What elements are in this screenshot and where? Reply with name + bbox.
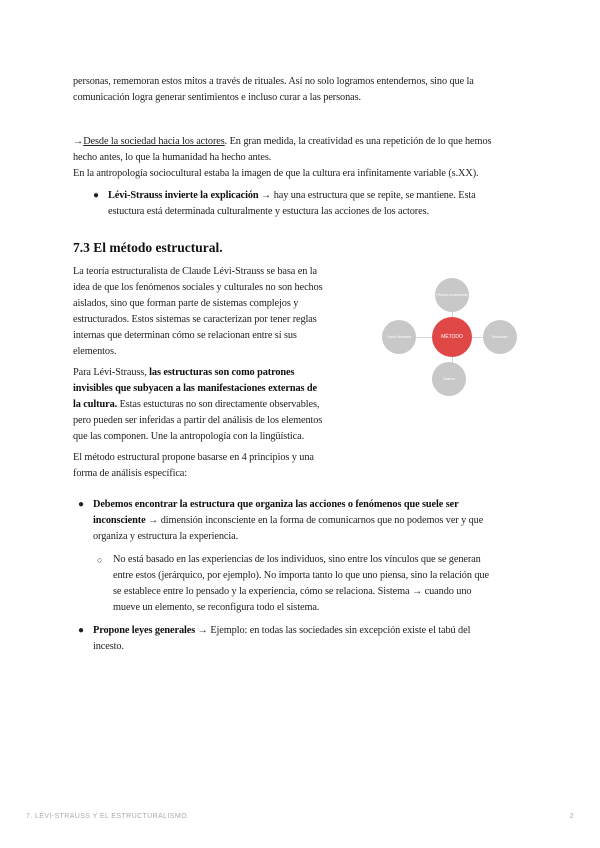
intro-paragraph (73, 74, 533, 106)
sub-item-line: entre estos (jerárquico, por ejemplo). No importa tanto lo que uno piensa, sino la relación que (113, 570, 489, 581)
bullet-icon: ● (78, 499, 84, 510)
paragraph-line: idea de que los fenómenos sociales y culturales no son hechos (73, 282, 323, 293)
footer-title: 7. LÉVI-STRAUSS Y EL ESTRUCTURALISMO. (26, 813, 190, 820)
bullet-text: estuctura está determinada culturalmente y estuctura las acciones de los actores. (108, 206, 429, 217)
principles-list (73, 497, 543, 655)
society-link-text: Desde la sociedad hacia los actores (83, 136, 225, 147)
method-diagram (378, 272, 528, 402)
intro-line: comunicación logra generar sentimientos e incluso curar a las personas. (73, 92, 361, 103)
society-line (73, 134, 533, 150)
diagram-node-top: Principio Inconsciente (435, 278, 469, 312)
bullet-bold: Propone leyes generales (93, 625, 196, 636)
bullet-text: → dimensión inconsciente en la forma de comunicarnos que no podemos ver y que (145, 515, 484, 526)
bullet-text: organiza y estructura la experiencia. (93, 531, 239, 542)
bullet-text: → hay una estructura que se repite, se mantiene. Esta (258, 190, 476, 201)
bullet-text: incesto. (93, 641, 124, 652)
society-text: . En gran medida, la creatividad es una repetición de lo que hemos (224, 136, 492, 147)
bullet-text: → Ejemplo: en todas las sociedades sin excepción existe el tabú del (195, 625, 471, 636)
paragraph-text: Estas estucturas no son directamente observables, (117, 399, 320, 410)
paragraph-line: El método estructural propone basarse en 4 principios y una (73, 452, 314, 463)
diagram-node-bottom: Sistema (432, 362, 466, 396)
list-item (73, 623, 543, 655)
paragraph-line: internas que determinan cómo se relacionan entre sí sus (73, 330, 297, 341)
society-line: hecho antes, lo que la humanidad ha hecho antes. (73, 152, 272, 163)
circle-bullet-icon: ○ (97, 555, 103, 565)
bullet-bold: Lévi-Strauss invierte la explicación (108, 190, 259, 201)
intro-line: personas, rememoran estos mitos a través de rituales. Así no solo logramos entendernos, sino que la (73, 76, 474, 87)
section-heading: 7.3 El método estructural. (73, 240, 223, 255)
sub-list-item (93, 552, 543, 616)
bullet-bold: Debemos encontrar la estructura que organiza las acciones o fenómenos que suele ser (93, 499, 459, 510)
paragraph-bold: la cultura. (73, 399, 118, 410)
list-item (73, 188, 533, 220)
paragraph-text: Para Lévi-Strauss, (73, 367, 150, 378)
paragraph-3 (73, 450, 349, 482)
bullet-icon: ● (93, 190, 99, 201)
diagram-node-center: MÉTODO (432, 317, 472, 357)
arrow-glyph: → (73, 136, 84, 147)
sub-item-line: se establece entre lo pensado y la experiencia, cómo se relaciona. Sistema → cuando uno (113, 586, 472, 597)
paragraph-line: forma de análisis específica: (73, 468, 188, 479)
paragraph-1 (73, 264, 349, 360)
list-item (73, 497, 543, 616)
bullet-icon: ● (78, 625, 84, 636)
paragraph-bold: las estructuras son como patrones (149, 367, 295, 378)
page-number: 2 (569, 813, 574, 820)
diagram-node-left: Leyes Generales (382, 320, 416, 354)
sub-item-line: No está basado en las experiencias de los individuos, sino entre los vínculos que se generan (113, 554, 481, 565)
sub-item-line: mueve un elemento, se reconfigura todo el sistema. (113, 602, 320, 613)
section-column (73, 264, 349, 482)
paragraph-2 (73, 365, 349, 445)
paragraph-line: aislados, sino que forman parte de sistemas complejos y (73, 298, 299, 309)
diagram-node-right: Relaciones (483, 320, 517, 354)
paragraph-line: pero pueden ser inferidas a partir del análisis de los elementos (73, 415, 323, 426)
page-footer (26, 813, 574, 820)
paragraph-line: La teoría estructuralista de Claude Lévi-Strauss se basa en la (73, 266, 317, 277)
paragraph-line: que las componen. Une la antropología con la lingüística. (73, 431, 305, 442)
paragraph-line: estructurados. Estos sistemas se caracterizan por tener reglas (73, 314, 317, 325)
society-line: En la antropología sociocultural estaba la imagen de que la cultura era infinitamente variable (s.XX). (73, 168, 479, 179)
bullet-bold: inconsciente (93, 515, 146, 526)
paragraph-bold: invisibles que subyacen a las manifestaciones externas de (73, 383, 318, 394)
society-paragraph (73, 134, 533, 220)
paragraph-line: elementos. (73, 346, 117, 357)
